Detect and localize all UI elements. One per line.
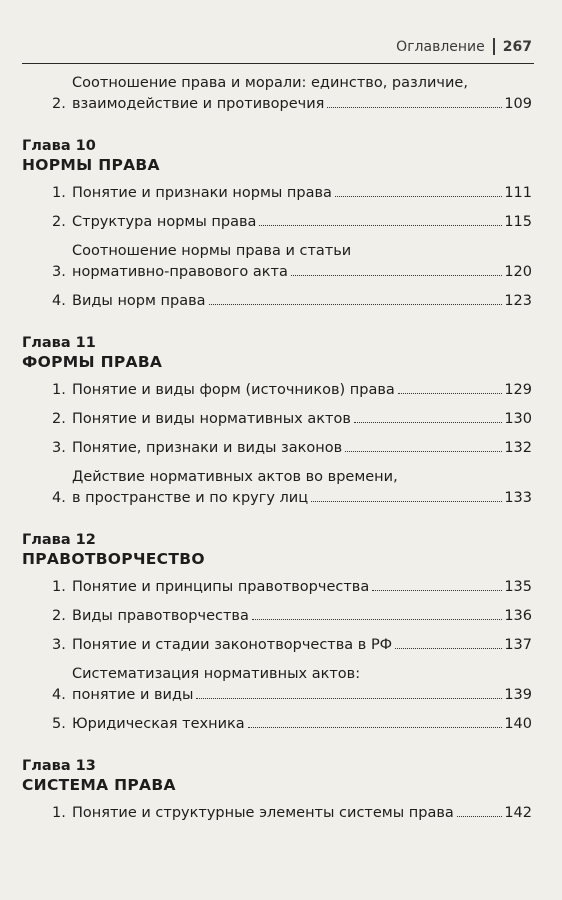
entry-page: 109 [504,96,532,112]
entry-text-line2: Понятие и принципы правотворчества [72,579,370,595]
entry-body [72,438,532,459]
chapters [22,137,532,824]
entry-text-line2: нормативно-правового акта [72,264,288,280]
entry-page: 120 [504,264,532,280]
entry-text-line2: Понятие и признаки нормы права [72,185,332,201]
toc-entry [22,380,532,401]
entry-last-line [72,803,532,824]
entry-last-line [72,577,532,598]
entry-number: 3. [52,637,66,653]
header-rule [22,63,534,64]
chapter-section [22,531,532,735]
entry-text-line1: Соотношение нормы права и статьи [72,243,352,259]
dot-leader [345,451,502,452]
entry-body [72,803,532,824]
entry-page: 132 [504,440,532,456]
chapter-title: ПРАВОТВОРЧЕСТВО [22,550,205,568]
entry-last-line [72,262,532,283]
entry-body [72,606,532,627]
entry-text-line2: в пространстве и по кругу лиц [72,490,309,506]
toc-entry [22,438,532,459]
entry-text-line2: понятие и виды [72,687,194,703]
dot-leader [354,422,502,423]
entry-number: 1. [52,579,66,595]
entry-number: 4. [52,293,66,309]
entry-last-line [72,606,532,627]
toc-content [22,73,532,832]
entry-number: 1. [52,185,66,201]
entry-number: 3. [52,440,66,456]
entry-last-line [72,212,532,233]
dot-leader [395,648,502,649]
toc-entry [22,183,532,204]
toc-entry [22,73,532,115]
entry-page: 136 [504,608,532,624]
chapter-section [22,137,532,312]
dot-leader [372,590,502,591]
chapter-label: Глава 10 [22,138,96,154]
entry-page: 111 [504,185,532,201]
entry-number: 3. [52,264,66,280]
toc-entry [22,803,532,824]
entry-number: 1. [52,805,66,821]
dot-leader [259,225,502,226]
entry-text-line2: Понятие и виды нормативных актов [72,411,351,427]
toc-entry [22,409,532,430]
entry-body [72,664,532,706]
entry-page: 130 [504,411,532,427]
entry-text-line2: Понятие и структурные элементы системы права [72,805,454,821]
chapter-label: Глава 12 [22,532,96,548]
toc-entry [22,241,532,283]
entry-number: 1. [52,382,66,398]
entry-body [72,635,532,656]
entry-page: 140 [504,716,532,732]
entry-page: 142 [504,805,532,821]
toc-entry [22,714,532,735]
dot-leader [335,196,502,197]
entry-page: 129 [504,382,532,398]
entry-body [72,577,532,598]
entry-page: 135 [504,579,532,595]
toc-entry [22,635,532,656]
chapter-label: Глава 13 [22,758,96,774]
entry-body [72,291,532,312]
chapter-title: НОРМЫ ПРАВА [22,156,160,174]
toc-entry [22,291,532,312]
toc-entry [22,664,532,706]
entry-number: 5. [52,716,66,732]
entry-last-line [72,409,532,430]
entry-number: 2. [52,96,66,112]
entry-page: 115 [504,214,532,230]
page-number: 267 [502,38,532,55]
entry-last-line [72,380,532,401]
dot-leader [209,304,503,305]
chapter-label: Глава 11 [22,335,96,351]
entry-body [72,409,532,430]
toc-entry [22,577,532,598]
entry-text-line2: Понятие, признаки и виды законов [72,440,343,456]
dot-leader [327,107,502,108]
entry-number: 4. [52,490,66,506]
entry-page: 123 [504,293,532,309]
entry-body [72,183,532,204]
toc-entry [22,212,532,233]
dot-leader [311,501,502,502]
chapter-section [22,757,532,824]
entry-text-line1: Систематизация нормативных актов: [72,666,361,682]
entry-body [72,73,532,115]
entry-number: 4. [52,687,66,703]
entry-last-line [72,94,532,115]
dot-leader [291,275,502,276]
entry-number: 2. [52,411,66,427]
entry-text-line2: Структура нормы права [72,214,257,230]
chapter-section [22,334,532,509]
entry-text-line2: Виды правотворчества [72,608,249,624]
chapter-title: ФОРМЫ ПРАВА [22,353,163,371]
entry-text-line1: Соотношение права и морали: единство, различие, [72,75,468,91]
entry-text-line2: взаимодействие и противоречия [72,96,325,112]
entry-number: 2. [52,214,66,230]
entry-text-line2: Виды норм права [72,293,206,309]
toc-entry [22,467,532,509]
entry-page: 133 [504,490,532,506]
entry-body [72,467,532,509]
running-header-title: Оглавление [396,38,485,55]
header-separator [493,38,495,55]
dot-leader [248,727,503,728]
entry-body [72,241,532,283]
dot-leader [252,619,502,620]
entry-last-line [72,438,532,459]
running-header [396,38,532,55]
toc-entry [22,606,532,627]
chapter-title: СИСТЕМА ПРАВА [22,776,176,794]
entry-page: 139 [504,687,532,703]
entry-body [72,212,532,233]
dot-leader [398,393,503,394]
entry-last-line [72,488,532,509]
entry-last-line [72,714,532,735]
dot-leader [457,816,503,817]
entry-text-line1: Действие нормативных актов во времени, [72,469,398,485]
entry-last-line [72,685,532,706]
entry-text-line2: Понятие и виды форм (источников) права [72,382,395,398]
dot-leader [196,698,502,699]
entry-body [72,714,532,735]
entry-last-line [72,635,532,656]
entry-page: 137 [504,637,532,653]
entry-last-line [72,183,532,204]
entry-text-line2: Юридическая техника [72,716,245,732]
entry-last-line [72,291,532,312]
entry-text-line2: Понятие и стадии законотворчества в РФ [72,637,393,653]
entry-number: 2. [52,608,66,624]
entry-body [72,380,532,401]
